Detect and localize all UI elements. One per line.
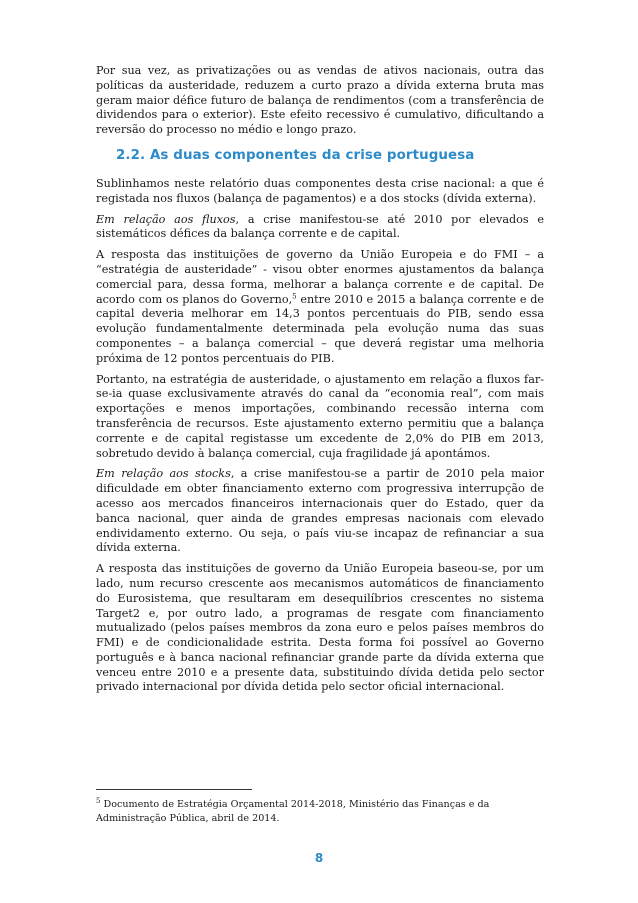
austerity-text-a: A resposta das instituições de governo da União Europeia e do FMI – a “estratégia de austeridade” - visou obter enormes ajustamentos da balança comercial para, dessa forma, melhorar a balança corrente e de capital. De acordo com os planos do Governo,: [96, 248, 544, 306]
footnote-marker: 5: [96, 796, 101, 805]
paragraph-eu-response: A resposta das instituições de governo da União Europeia baseou-se, por um lado, num recurso crescente aos mecanismos automáticos de financiamento do Eurosistema, que resultaram em desequilíbrios crescentes no sistema Target2 e, por outro lado, a programas de resgate com financiamento mutualizado (pelos países membros da zona euro e pelos países membros do FMI) e de condicionalidade estrita. Desta forma foi possível ao Governo português e à banca nacional refinanciar grande parte da dívida externa que venceu entre 2010 e a presente data, substituindo dívida detida pelo sector privado internacional por dívida detida pelo sector oficial internacional.: [96, 562, 544, 694]
paragraph-two-components: Sublinhamos neste relatório duas componentes desta crise nacional: a que é registada nos fluxos (balança de pagamentos) e a dos stocks (dívida externa).: [96, 176, 544, 205]
body-text: [96, 64, 544, 701]
footnote-text: Documento de Estratégia Orçamental 2014-2018, Ministério das Finanças e da Administração Pública, abril de 2014.: [96, 799, 490, 824]
stocks-text: , a crise manifestou-se a partir de 2010 pela maior dificuldade em obter financiamento externo com progressiva interrupção de acesso aos mercados financeiros internacionais quer do Estado, quer da banca nacional, quer ainda de grandes empresas nacionais com elevado endividamento externo. Ou seja, o país viu-se incapaz de refinanciar a sua dívida externa.: [96, 467, 544, 555]
flows-emphasis: Em relação aos fluxos: [96, 212, 236, 226]
stocks-emphasis: Em relação aos stocks: [96, 467, 231, 481]
flows-text: , a crise manifestou-se até 2010 por elevados e sistemáticos défices da balança corrente e de capital.: [96, 212, 544, 241]
footnote-reference[interactable]: 5: [292, 291, 297, 300]
paragraph-stocks: [96, 467, 544, 556]
footnote: [96, 798, 544, 825]
paragraph-privatizations: Por sua vez, as privatizações ou as vendas de ativos nacionais, outra das políticas da austeridade, reduzem a curto prazo a dívida externa bruta mas geram maior défice futuro de balança de rendimentos (com a transferência de dividendos para o exterior). Este efeito recessivo é cumulativo, dificultando a reversão do processo no médio e longo prazo.: [96, 64, 544, 137]
austerity-text-b: entre 2010 e 2015 a balança corrente e de capital deveria melhorar em 14,3 pontos percentuais do PIB, sendo essa evolução fundamentalmente determinada pela evolução numa das suas componentes – a balança comercial – que deverá registar uma melhoria próxima de 12 pontos percentuais do PIB.: [96, 292, 544, 365]
paragraph-austerity-response: [96, 248, 544, 366]
page-number: 8: [314, 851, 324, 865]
footnote-divider: [96, 789, 252, 790]
paragraph-flows: [96, 213, 544, 243]
section-heading: 2.2. As duas componentes da crise portuguesa: [116, 147, 475, 163]
paragraph-adjustment: Portanto, na estratégia de austeridade, o ajustamento em relação a fluxos far-se-ia quase exclusivamente através do canal da “economia real”, com mais exportações e menos importações, combinando recessão interna com transferência de recursos. Este ajustamento externo permitiu que a balança corrente e de capital registasse um excedente de 2,0% do PIB em 2013, sobretudo devido à balança comercial, cuja fragilidade já apontámos.: [96, 372, 544, 460]
